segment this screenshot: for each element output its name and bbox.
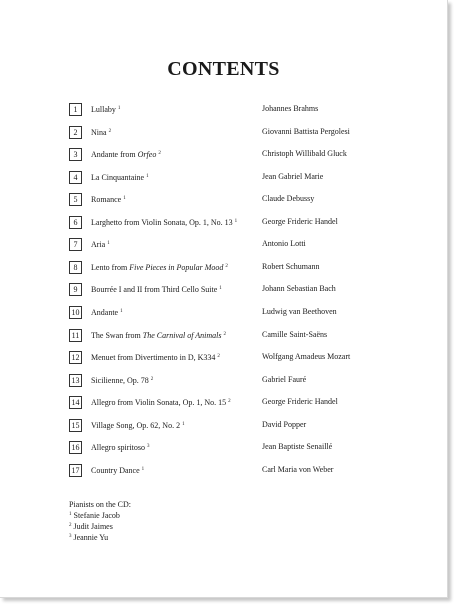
piece-title bbox=[91, 148, 161, 161]
composer-name: Christoph Willibald Gluck bbox=[262, 149, 347, 159]
piece-title-text: Lento from bbox=[91, 262, 130, 272]
toc-entry bbox=[69, 441, 399, 457]
piece-title-text: Bourrée I and II from Third Cello Suite bbox=[91, 285, 218, 295]
track-number-box: 4 bbox=[69, 171, 82, 184]
pianist-footnote-mark: 1 bbox=[123, 196, 126, 202]
composer-name: Giovanni Battista Pergolesi bbox=[262, 126, 350, 136]
piece-title-text: Allegro from Violin Sonata, Op. 1, No. 15 bbox=[91, 398, 227, 408]
track-number-box: 15 bbox=[69, 419, 82, 432]
piece-title-text: Romance bbox=[91, 195, 122, 205]
piece-title-text: Allegro spiritoso bbox=[91, 443, 145, 453]
composer-name: Jean Gabriel Marie bbox=[262, 171, 324, 181]
pianist-entry bbox=[69, 532, 131, 543]
piece-title bbox=[91, 193, 126, 206]
piece-title bbox=[91, 329, 226, 342]
composer-name: Johannes Brahms bbox=[262, 104, 319, 113]
track-number-box: 1 bbox=[69, 103, 82, 116]
pianist-footnote-mark: 2 bbox=[228, 399, 231, 405]
pianist-footnote-mark: 2 bbox=[69, 523, 72, 528]
piece-title-text: Village Song, Op. 62, No. 2 bbox=[91, 420, 181, 430]
toc-entry bbox=[69, 126, 399, 142]
piece-title-text: Nina bbox=[91, 127, 107, 137]
piece-title bbox=[91, 374, 153, 387]
pianist-footnote-mark: 1 bbox=[69, 512, 72, 517]
track-number-box: 11 bbox=[69, 329, 82, 342]
toc-entry bbox=[69, 238, 399, 254]
composer-name: Jean Baptiste Senaillé bbox=[262, 442, 333, 452]
toc-entry bbox=[69, 351, 399, 367]
piece-title bbox=[91, 261, 228, 274]
pianist-footnote-mark: 2 bbox=[150, 376, 154, 382]
pianist-footnote-mark: 1 bbox=[107, 241, 110, 247]
piece-title bbox=[91, 216, 237, 229]
pianist-name: Judit Jaimes bbox=[73, 522, 113, 531]
composer-name: Ludwig van Beethoven bbox=[262, 306, 337, 316]
toc-entry bbox=[69, 306, 399, 322]
track-number-box: 17 bbox=[69, 464, 82, 477]
piece-title-text: La Cinquantaine bbox=[91, 172, 145, 182]
pianist-footnote-mark: 1 bbox=[146, 173, 149, 179]
composer-name: Robert Schumann bbox=[262, 261, 320, 271]
piece-work-title: Five Pieces in Popular Mood bbox=[129, 262, 224, 272]
pianist-entry bbox=[69, 521, 131, 532]
piece-title-text: Aria bbox=[91, 240, 106, 250]
pianist-footnote-mark: 1 bbox=[234, 218, 238, 224]
pianist-footnote-mark: 2 bbox=[225, 263, 228, 269]
piece-title-text: Andante bbox=[91, 307, 119, 317]
track-number-box: 6 bbox=[69, 216, 82, 229]
pianist-footnote-mark: 1 bbox=[219, 286, 222, 292]
piece-title bbox=[91, 396, 231, 409]
toc-entry bbox=[69, 329, 399, 345]
piece-title bbox=[91, 126, 111, 139]
pianist-footnote-mark: 1 bbox=[182, 421, 185, 427]
pianists-list bbox=[69, 510, 131, 543]
page-title: CONTENTS bbox=[167, 58, 280, 80]
track-number-box: 10 bbox=[69, 306, 82, 319]
piece-title-text: Lullaby bbox=[91, 105, 116, 114]
toc-entry bbox=[69, 396, 399, 412]
piece-title-text: Menuet from Divertimento in D, K334 bbox=[91, 353, 216, 363]
track-number-box: 8 bbox=[69, 261, 82, 274]
composer-name: George Frideric Handel bbox=[262, 216, 338, 226]
track-number-box: 14 bbox=[69, 396, 82, 409]
pianist-footnote-mark: 1 bbox=[117, 106, 121, 111]
pianist-footnote-mark: 1 bbox=[141, 466, 145, 472]
piece-title bbox=[91, 103, 120, 116]
toc-entry bbox=[69, 103, 399, 119]
pianists-note bbox=[69, 500, 131, 543]
composer-name: Antonio Lotti bbox=[262, 239, 306, 249]
composer-name: Wolfgang Amadeus Mozart bbox=[262, 352, 351, 362]
piece-title bbox=[91, 238, 110, 251]
toc-entry bbox=[69, 419, 399, 435]
piece-title bbox=[91, 351, 220, 364]
piece-title bbox=[91, 283, 222, 296]
composer-name: Johann Sebastian Bach bbox=[262, 284, 336, 294]
piece-title bbox=[91, 419, 185, 432]
piece-work-title: The Carnival of Animals bbox=[142, 330, 222, 340]
piece-work-title: Orfeo bbox=[137, 150, 157, 160]
composer-name: Gabriel Fauré bbox=[262, 374, 307, 384]
composer-name: George Frideric Handel bbox=[262, 397, 338, 407]
pianist-footnote-mark: 2 bbox=[108, 128, 112, 134]
track-number-box: 3 bbox=[69, 148, 82, 161]
track-number-box: 2 bbox=[69, 126, 82, 139]
pianist-footnote-mark: 2 bbox=[158, 151, 161, 157]
piece-title-text: The Swan from bbox=[91, 330, 143, 340]
piece-title bbox=[91, 171, 149, 184]
toc-entry bbox=[69, 283, 399, 299]
toc-entry bbox=[69, 148, 399, 164]
piece-title bbox=[91, 441, 150, 454]
piece-title-text: Larghetto from Violin Sonata, Op. 1, No. 13 bbox=[91, 217, 233, 227]
toc-entry bbox=[69, 171, 399, 187]
pianist-name: Stefanie Jacob bbox=[73, 511, 120, 520]
track-number-box: 9 bbox=[69, 283, 82, 296]
toc-entry bbox=[69, 464, 399, 480]
piece-title bbox=[91, 306, 123, 319]
composer-name: David Popper bbox=[262, 419, 307, 429]
track-number-box: 5 bbox=[69, 193, 82, 206]
pianist-entry bbox=[69, 510, 131, 521]
piece-title-text: Andante from bbox=[91, 150, 138, 160]
track-number-box: 16 bbox=[69, 441, 82, 454]
pianist-name: Jeannie Yu bbox=[73, 533, 109, 542]
toc-entry bbox=[69, 261, 399, 277]
composer-name: Claude Debussy bbox=[262, 194, 315, 204]
toc-entry bbox=[69, 374, 399, 390]
composer-name: Camille Saint-Saëns bbox=[262, 329, 328, 339]
toc-entry bbox=[69, 193, 399, 209]
pianist-footnote-mark: 2 bbox=[223, 331, 227, 337]
track-number-box: 12 bbox=[69, 351, 82, 364]
pianist-footnote-mark: 3 bbox=[147, 444, 150, 450]
piece-title-text: Country Dance bbox=[91, 465, 140, 475]
piece-title-text: Sicilienne, Op. 78 bbox=[91, 375, 149, 385]
pianist-footnote-mark: 3 bbox=[69, 534, 72, 539]
composer-name: Carl Maria von Weber bbox=[262, 464, 334, 474]
piece-title bbox=[91, 464, 144, 477]
track-number-box: 13 bbox=[69, 374, 82, 387]
toc-entry bbox=[69, 216, 399, 232]
pianist-footnote-mark: 2 bbox=[217, 354, 220, 360]
track-number-box: 7 bbox=[69, 238, 82, 251]
pianists-heading: Pianists on the CD: bbox=[69, 500, 132, 509]
pianist-footnote-mark: 1 bbox=[120, 308, 123, 314]
